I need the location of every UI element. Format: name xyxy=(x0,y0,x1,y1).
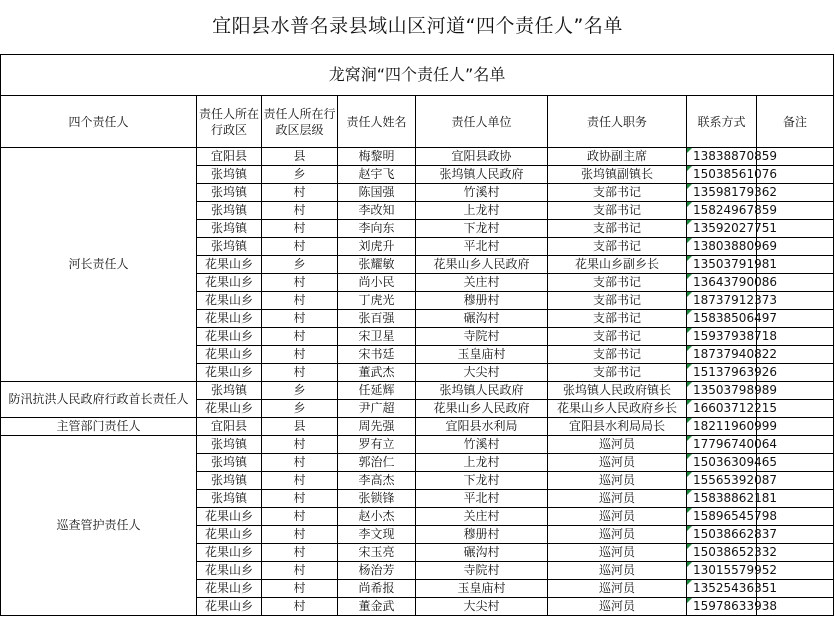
phone-cell[interactable]: 15838862181 xyxy=(687,490,757,508)
region-cell[interactable]: 张坞镇 xyxy=(197,454,262,472)
header-row xyxy=(1,96,834,148)
unit-cell[interactable]: 寺院村 xyxy=(416,328,548,346)
title-cell[interactable]: 张坞镇副镇长 xyxy=(548,166,687,184)
phone-cell[interactable]: 15824967859 xyxy=(687,202,757,220)
name-cell[interactable]: 梅黎明 xyxy=(338,148,416,166)
name-cell[interactable]: 李改知 xyxy=(338,202,416,220)
title-cell[interactable]: 巡河员 xyxy=(548,580,687,598)
title-cell[interactable]: 巡河员 xyxy=(548,454,687,472)
name-cell[interactable]: 李高杰 xyxy=(338,472,416,490)
unit-cell[interactable]: 宜阳县政协 xyxy=(416,148,548,166)
level-cell[interactable]: 村 xyxy=(262,274,338,292)
name-cell[interactable]: 尚小民 xyxy=(338,274,416,292)
table-row xyxy=(1,382,834,400)
region-cell[interactable]: 张坞镇 xyxy=(197,238,262,256)
name-cell[interactable]: 罗有立 xyxy=(338,436,416,454)
title-cell[interactable]: 支部书记 xyxy=(548,292,687,310)
phone-cell[interactable]: 15038652332 xyxy=(687,544,757,562)
region-cell[interactable]: 花果山乡 xyxy=(197,526,262,544)
level-cell[interactable]: 县 xyxy=(262,418,338,436)
name-cell[interactable]: 宋玉亮 xyxy=(338,544,416,562)
name-cell[interactable]: 尹广超 xyxy=(338,400,416,418)
table-row xyxy=(1,148,834,166)
phone-cell[interactable]: 15978633938 xyxy=(687,598,757,616)
column-header-phone[interactable]: 联系方式 xyxy=(687,96,757,148)
phone-cell[interactable]: 15937938718 xyxy=(687,328,757,346)
unit-cell[interactable]: 花果山乡人民政府 xyxy=(416,256,548,274)
region-cell[interactable]: 张坞镇 xyxy=(197,166,262,184)
region-cell[interactable]: 张坞镇 xyxy=(197,202,262,220)
level-cell[interactable]: 乡 xyxy=(262,382,338,400)
title-cell[interactable]: 支部书记 xyxy=(548,310,687,328)
level-cell[interactable]: 村 xyxy=(262,544,338,562)
title-cell[interactable]: 支部书记 xyxy=(548,220,687,238)
level-cell[interactable]: 村 xyxy=(262,184,338,202)
title-cell[interactable]: 支部书记 xyxy=(548,202,687,220)
unit-cell[interactable]: 寺院村 xyxy=(416,562,548,580)
region-cell[interactable]: 张坞镇 xyxy=(197,382,262,400)
phone-cell[interactable]: 13803880969 xyxy=(687,238,757,256)
region-cell[interactable]: 宜阳县 xyxy=(197,148,262,166)
role-group-cell[interactable]: 防汛抗洪人民政府行政首长责任人 xyxy=(1,382,197,418)
name-cell[interactable]: 尚希报 xyxy=(338,580,416,598)
table-row xyxy=(1,436,834,454)
column-header-title[interactable]: 责任人职务 xyxy=(548,96,687,148)
table-subtitle[interactable]: 龙窝涧“四个责任人”名单 xyxy=(1,55,834,96)
name-cell[interactable]: 赵宇飞 xyxy=(338,166,416,184)
unit-cell[interactable]: 下龙村 xyxy=(416,472,548,490)
region-cell[interactable]: 花果山乡 xyxy=(197,274,262,292)
phone-cell[interactable]: 15036309465 xyxy=(687,454,757,472)
name-cell[interactable]: 任延辉 xyxy=(338,382,416,400)
phone-cell[interactable]: 13592027751 xyxy=(687,220,757,238)
phone-cell[interactable]: 15137963926 xyxy=(687,364,757,382)
level-cell[interactable]: 县 xyxy=(262,148,338,166)
region-cell[interactable]: 张坞镇 xyxy=(197,472,262,490)
title-cell[interactable]: 巡河员 xyxy=(548,544,687,562)
column-header-region[interactable]: 责任人所在行政区 xyxy=(197,96,262,148)
phone-cell[interactable]: 13503791981 xyxy=(687,256,757,274)
region-cell[interactable]: 张坞镇 xyxy=(197,490,262,508)
level-cell[interactable]: 乡 xyxy=(262,400,338,418)
name-cell[interactable]: 李向东 xyxy=(338,220,416,238)
level-cell[interactable]: 乡 xyxy=(262,166,338,184)
name-cell[interactable]: 宋书廷 xyxy=(338,346,416,364)
level-cell[interactable]: 乡 xyxy=(262,256,338,274)
title-cell[interactable]: 巡河员 xyxy=(548,508,687,526)
region-cell[interactable]: 花果山乡 xyxy=(197,346,262,364)
unit-cell[interactable]: 玉皇庙村 xyxy=(416,580,548,598)
region-cell[interactable]: 宜阳县 xyxy=(197,418,262,436)
phone-cell[interactable]: 13598179362 xyxy=(687,184,757,202)
name-cell[interactable]: 张耀敏 xyxy=(338,256,416,274)
name-cell[interactable]: 董武杰 xyxy=(338,364,416,382)
role-group-cell[interactable]: 巡查管护责任人 xyxy=(1,436,197,616)
unit-cell[interactable]: 关庄村 xyxy=(416,508,548,526)
name-cell[interactable]: 郭治仁 xyxy=(338,454,416,472)
name-cell[interactable]: 李文现 xyxy=(338,526,416,544)
phone-cell[interactable]: 17796740064 xyxy=(687,436,757,454)
level-cell[interactable]: 村 xyxy=(262,202,338,220)
name-cell[interactable]: 赵小杰 xyxy=(338,508,416,526)
unit-cell[interactable]: 平北村 xyxy=(416,490,548,508)
title-cell[interactable]: 花果山乡人民政府乡长 xyxy=(548,400,687,418)
region-cell[interactable]: 花果山乡 xyxy=(197,580,262,598)
phone-cell[interactable]: 13503798989 xyxy=(687,382,757,400)
title-cell[interactable]: 支部书记 xyxy=(548,184,687,202)
phone-cell[interactable]: 15038561076 xyxy=(687,166,757,184)
phone-cell[interactable]: 18211960999 xyxy=(687,418,757,436)
name-cell[interactable]: 张百强 xyxy=(338,310,416,328)
level-cell[interactable]: 村 xyxy=(262,598,338,616)
title-cell[interactable]: 巡河员 xyxy=(548,436,687,454)
title-cell[interactable]: 巡河员 xyxy=(548,598,687,616)
level-cell[interactable]: 村 xyxy=(262,346,338,364)
unit-cell[interactable]: 上龙村 xyxy=(416,202,548,220)
title-cell[interactable]: 巡河员 xyxy=(548,472,687,490)
region-cell[interactable]: 花果山乡 xyxy=(197,364,262,382)
column-header-name[interactable]: 责任人姓名 xyxy=(338,96,416,148)
level-cell[interactable]: 村 xyxy=(262,454,338,472)
unit-cell[interactable]: 穆册村 xyxy=(416,292,548,310)
title-cell[interactable]: 支部书记 xyxy=(548,238,687,256)
level-cell[interactable]: 村 xyxy=(262,220,338,238)
level-cell[interactable]: 村 xyxy=(262,310,338,328)
name-cell[interactable]: 董金武 xyxy=(338,598,416,616)
column-header-role[interactable]: 四个责任人 xyxy=(1,96,197,148)
title-cell[interactable]: 张坞镇人民政府镇长 xyxy=(548,382,687,400)
region-cell[interactable]: 花果山乡 xyxy=(197,544,262,562)
level-cell[interactable]: 村 xyxy=(262,562,338,580)
title-cell[interactable]: 巡河员 xyxy=(548,562,687,580)
unit-cell[interactable]: 穆册村 xyxy=(416,526,548,544)
phone-cell[interactable]: 13525436351 xyxy=(687,580,757,598)
title-cell[interactable]: 政协副主席 xyxy=(548,148,687,166)
region-cell[interactable]: 张坞镇 xyxy=(197,184,262,202)
unit-cell[interactable]: 花果山乡人民政府 xyxy=(416,400,548,418)
phone-cell[interactable]: 13643790086 xyxy=(687,274,757,292)
name-cell[interactable]: 丁虎光 xyxy=(338,292,416,310)
column-header-unit[interactable]: 责任人单位 xyxy=(416,96,548,148)
title-cell[interactable]: 支部书记 xyxy=(548,364,687,382)
phone-cell[interactable]: 15838506497 xyxy=(687,310,757,328)
phone-cell[interactable]: 15038662837 xyxy=(687,526,757,544)
title-cell[interactable]: 巡河员 xyxy=(548,526,687,544)
unit-cell[interactable]: 碾沟村 xyxy=(416,310,548,328)
level-cell[interactable]: 村 xyxy=(262,364,338,382)
level-cell[interactable]: 村 xyxy=(262,328,338,346)
role-group-cell[interactable]: 河长责任人 xyxy=(1,148,197,382)
title-cell[interactable]: 支部书记 xyxy=(548,328,687,346)
title-cell[interactable]: 花果山乡副乡长 xyxy=(548,256,687,274)
name-cell[interactable]: 张锁锋 xyxy=(338,490,416,508)
phone-cell[interactable]: 18737940822 xyxy=(687,346,757,364)
name-cell[interactable]: 宋卫星 xyxy=(338,328,416,346)
responsibility-table xyxy=(0,54,834,616)
title-cell[interactable]: 宜阳县水利局局长 xyxy=(548,418,687,436)
region-cell[interactable]: 花果山乡 xyxy=(197,400,262,418)
region-cell[interactable]: 花果山乡 xyxy=(197,328,262,346)
unit-cell[interactable]: 上龙村 xyxy=(416,454,548,472)
region-cell[interactable]: 花果山乡 xyxy=(197,562,262,580)
unit-cell[interactable]: 张坞镇人民政府 xyxy=(416,382,548,400)
phone-cell[interactable]: 16603712215 xyxy=(687,400,757,418)
region-cell[interactable]: 花果山乡 xyxy=(197,598,262,616)
role-group-cell[interactable]: 主管部门责任人 xyxy=(1,418,197,436)
unit-cell[interactable]: 宜阳县水利局 xyxy=(416,418,548,436)
region-cell[interactable]: 花果山乡 xyxy=(197,292,262,310)
unit-cell[interactable]: 竹溪村 xyxy=(416,436,548,454)
unit-cell[interactable]: 下龙村 xyxy=(416,220,548,238)
region-cell[interactable]: 花果山乡 xyxy=(197,256,262,274)
level-cell[interactable]: 村 xyxy=(262,238,338,256)
unit-cell[interactable]: 大尖村 xyxy=(416,364,548,382)
name-cell[interactable]: 刘虎升 xyxy=(338,238,416,256)
title-cell[interactable]: 巡河员 xyxy=(548,490,687,508)
phone-cell[interactable]: 13838870859 xyxy=(687,148,757,166)
column-header-level[interactable]: 责任人所在行政区层级 xyxy=(262,96,338,148)
level-cell[interactable]: 村 xyxy=(262,292,338,310)
phone-cell[interactable]: 15896545798 xyxy=(687,508,757,526)
level-cell[interactable]: 村 xyxy=(262,472,338,490)
level-cell[interactable]: 村 xyxy=(262,490,338,508)
document-title: 宜阳县水普名录县域山区河道“四个责任人”名单 xyxy=(212,15,623,37)
name-cell[interactable]: 周先强 xyxy=(338,418,416,436)
region-cell[interactable]: 花果山乡 xyxy=(197,310,262,328)
table-row xyxy=(1,418,834,436)
phone-cell[interactable]: 13015579952 xyxy=(687,562,757,580)
name-cell[interactable]: 杨治芳 xyxy=(338,562,416,580)
name-cell[interactable]: 陈国强 xyxy=(338,184,416,202)
region-cell[interactable]: 张坞镇 xyxy=(197,436,262,454)
unit-cell[interactable]: 张坞镇人民政府 xyxy=(416,166,548,184)
unit-cell[interactable]: 碾沟村 xyxy=(416,544,548,562)
column-header-remark[interactable]: 备注 xyxy=(757,96,834,148)
unit-cell[interactable]: 竹溪村 xyxy=(416,184,548,202)
level-cell[interactable]: 村 xyxy=(262,436,338,454)
subtitle-row xyxy=(1,55,834,96)
region-cell[interactable]: 花果山乡 xyxy=(197,508,262,526)
phone-cell[interactable]: 18737912373 xyxy=(687,292,757,310)
level-cell[interactable]: 村 xyxy=(262,508,338,526)
phone-cell[interactable]: 15565392087 xyxy=(687,472,757,490)
unit-cell[interactable]: 关庄村 xyxy=(416,274,548,292)
level-cell[interactable]: 村 xyxy=(262,526,338,544)
title-cell[interactable]: 支部书记 xyxy=(548,346,687,364)
region-cell[interactable]: 张坞镇 xyxy=(197,220,262,238)
unit-cell[interactable]: 玉皇庙村 xyxy=(416,346,548,364)
title-cell[interactable]: 支部书记 xyxy=(548,274,687,292)
level-cell[interactable]: 村 xyxy=(262,580,338,598)
unit-cell[interactable]: 平北村 xyxy=(416,238,548,256)
unit-cell[interactable]: 大尖村 xyxy=(416,598,548,616)
